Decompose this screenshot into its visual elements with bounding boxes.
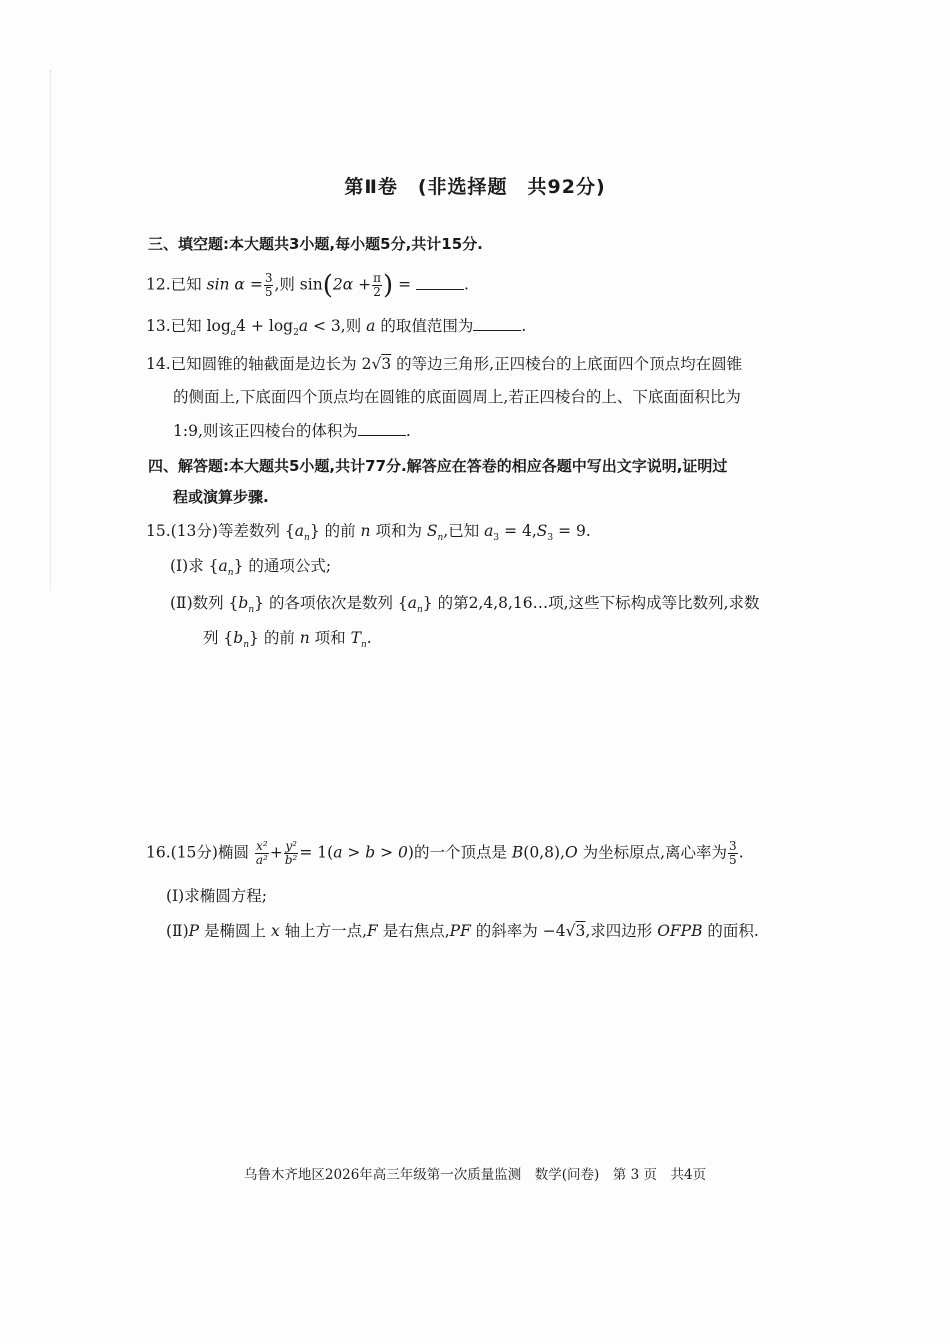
q12-fraction-3-5: $\frac{3}{5}$ [264,271,273,299]
question-15-part-1: (Ⅰ)求 $\{a_n\}$ 的通项公式; [170,557,332,578]
page-footer: 乌鲁木齐地区2026年高三年级第一次质量监测 数学(问卷) 第 3 页 共4页 [243,1167,707,1183]
q12-fraction-pi-2: $\frac{\pi}{2}$ [373,271,381,299]
q16-fraction-x2-a2: $\frac{\text{x²}}{\text{a²}}$ [255,839,268,867]
section-solve-heading-line-1: 四、解答题:本大题共5小题,共计77分.解答应在答卷的相应各题中写出文字说明,证明过 [148,457,728,475]
q13-answer-blank [473,316,521,331]
question-16-part-1: (Ⅰ)求椭圆方程; [166,887,267,905]
part-title: 第Ⅱ卷 (非选择题 共92分) [344,176,606,198]
q13-number: 13. [146,317,171,335]
q12-sin-alpha: sin α = [206,275,263,294]
q14-number: 14. [146,355,171,373]
q16-fraction-3-5: $\frac{3}{5}$ [729,839,737,867]
question-15-part-2-cont: 列 $\{b_n\}$ 的前 n 项和 $T_n$. [203,629,372,650]
q14-answer-blank [358,421,406,436]
question-14-line-1: 14.已知圆锥的轴截面是边长为 2√3 的等边三角形,正四棱台的上底面四个顶点均在圆锥 [146,355,743,373]
q12-equals: = [398,275,412,294]
q12-answer-blank [416,275,464,290]
q16-fraction-y2-b2: $\frac{\text{y²}}{\text{b²}}$ [284,839,298,867]
question-16-part-2: (Ⅱ)P 是椭圆上 x 轴上方一点,F 是右焦点,PF 的斜率为 −4√3,求四边形 OFPB 的面积. [166,922,759,940]
scan-edge-mark [50,70,51,590]
section-fill-in-heading: 三、填空题:本大题共3小题,每小题5分,共计15分. [148,235,483,253]
q12-inner: 2α + [332,275,372,294]
q12-number: 12. [146,275,171,294]
question-14-line-3: 1:9,则该正四棱台的体积为 . [173,422,411,440]
question-16: 16.(15分)椭圆 $\frac{\text{x²}}{\text{a²}}$ + $\frac{\text{y²}}{\text{b²}}$ = 1(a > b > 0)的一个顶点是 B(0,8),O 为坐标原点,离心率为 $\frac{3}{5}$ . [146,839,744,867]
q12-then-sin: ,则 sin [274,275,323,294]
question-14-line-2: 的侧面上,下底面四个顶点均在圆锥的底面圆周上,若正四棱台的上、下底面面积比为 [173,388,741,406]
q12-text: 已知 [170,275,202,294]
section-solve-heading-line-2: 程或演算步骤. [173,488,269,506]
question-15: 15.(13分)等差数列 $\{a_n\}$ 的前 n 项和为 $S_n$,已知 $a_3 = 4,S_3 = 9$. [146,522,591,543]
question-15-part-2: (Ⅱ)数列 $\{b_n\}$ 的各项依次是数列 $\{a_n\}$ 的第2,4,8,16…项,这些下标构成等比数列,求数 [170,594,760,615]
question-13: 13.已知 $\log_a4 + \log_2a < 3$,则 a 的取值范围为 . [146,317,527,338]
question-12: 12.已知 sin α = $\frac{3}{5}$ ,则 sin(2α + $\frac{\pi}{2}$ ) = . [146,270,469,301]
